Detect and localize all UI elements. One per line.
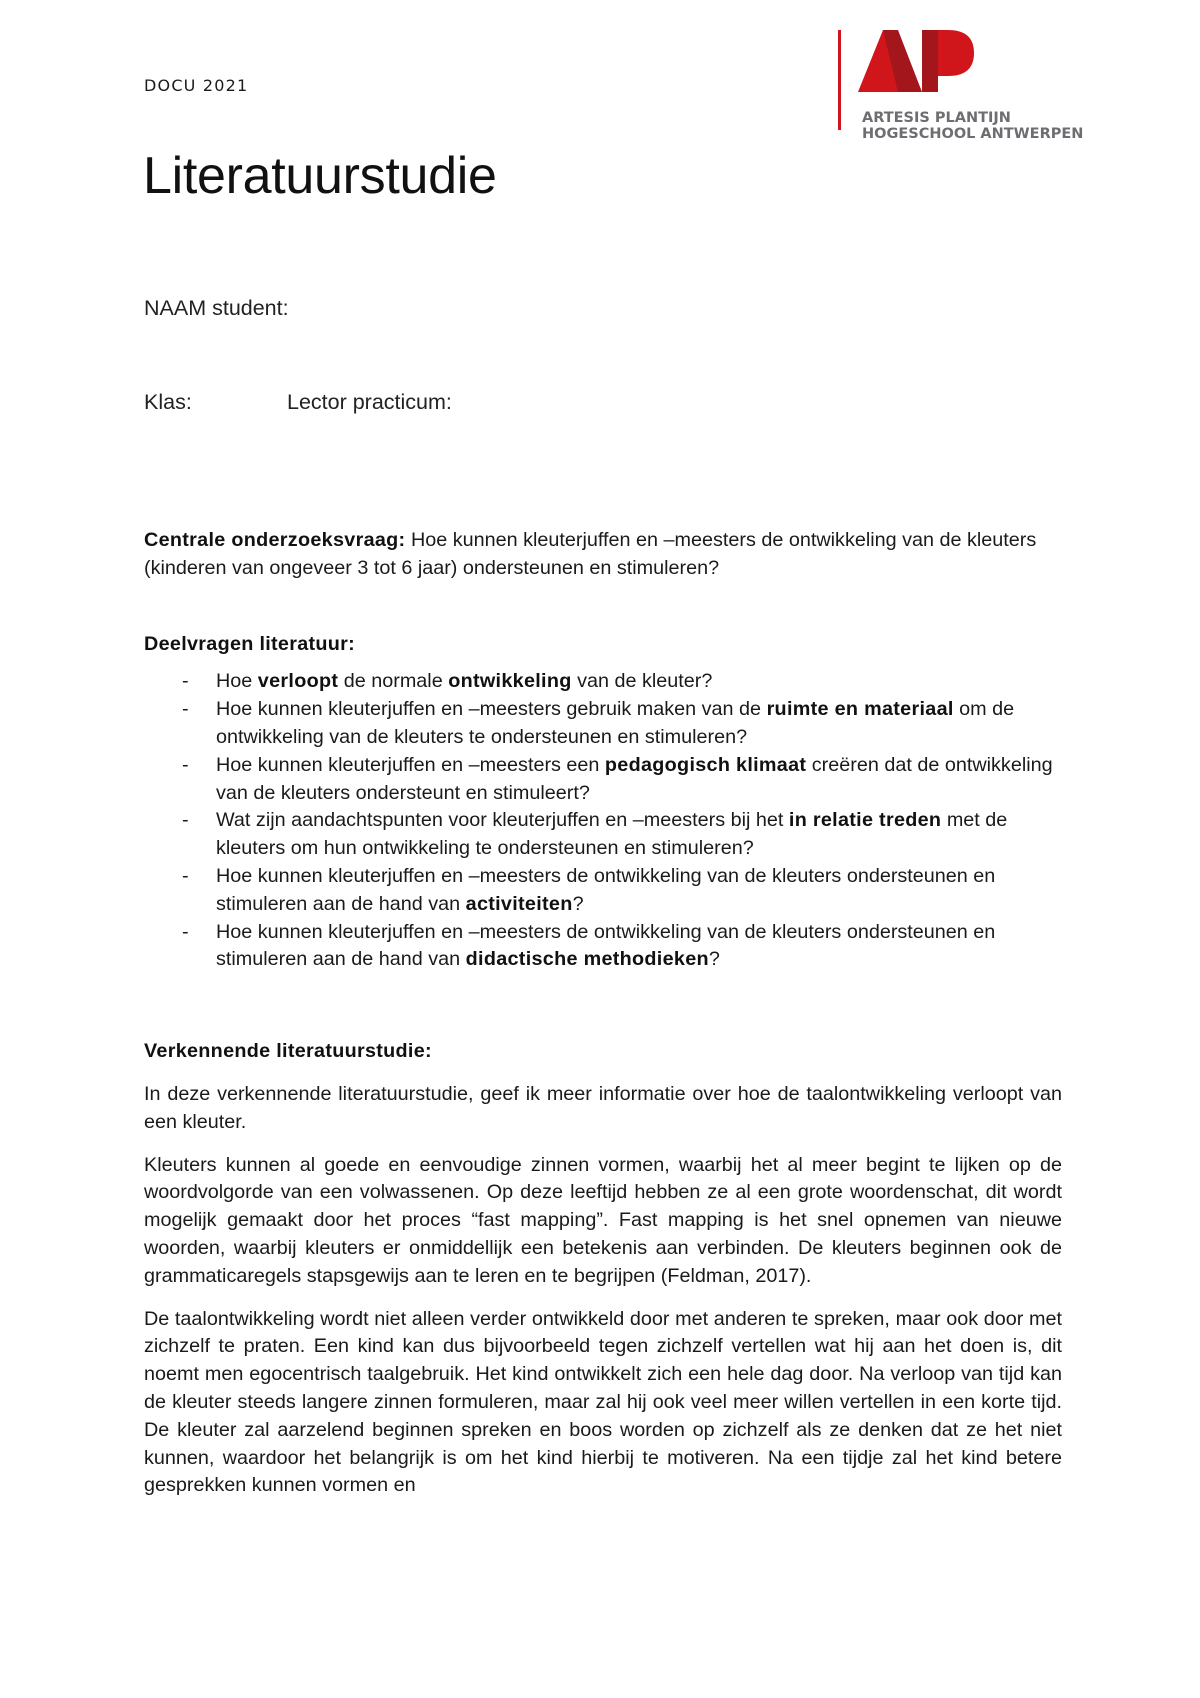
bullet-dash: - (182, 920, 189, 943)
logo-text (862, 110, 1083, 142)
logo-p-stem (922, 30, 938, 92)
field-lector-practicum: Lector practicum: (287, 390, 452, 414)
deelvragen-heading: Deelvragen literatuur: (144, 632, 356, 655)
paragraph: De taalontwikkeling wordt niet alleen verder ontwikkeld door met anderen te spreken, maar ook door met zichzelf te praten. Een kind kan dus bijvoorbeeld tegen zichzelf vertellen wat hij aan het doen is, dit noemt men egocentrisch taalgebruik. Het kind ontwikkelt zich een hele dag door. Na verloop van tijd kan de kleuter steeds langere zinnen formuleren, maar zal hij ook veel meer willen vertellen in een korte tijd. De kleuter zal aarzelend beginnen spreken en boos worden op zichzelf als ze denken dat ze het niet kunnen, waardoor het belangrijk is om het kind hierbij te motiveren. Na een tijdje zal het kind betere gesprekken kunnen vormen en (144, 1307, 1062, 1497)
central-question-label: Centrale onderzoeksvraag: (144, 529, 406, 551)
logo-line-2: HOGESCHOOL ANTWERPEN (862, 126, 1084, 142)
document-body (144, 527, 1062, 1515)
document-code: DOCU 2021 (144, 76, 249, 95)
list-item: - Hoe kunnen kleuterjuffen en –meesters de ontwikkeling van de kleuters ondersteunen en stimuleren aan de hand van didactische methodieken? (182, 920, 996, 971)
logo-divider-line (838, 30, 841, 130)
verkennende-heading: Verkennende literatuurstudie: (144, 1040, 432, 1063)
field-naam-student: NAAM student: (144, 296, 289, 320)
bullet-dash: - (182, 864, 189, 887)
central-question-text: Hoe kunnen kleuterjuffen en –meesters de ontwikkeling van de kleuters (kinderen van ongeveer 3 tot 6 jaar) ondersteunen en stimuleren? (144, 529, 1037, 579)
bullet-dash: - (182, 809, 189, 832)
bullet-dash: - (182, 670, 189, 693)
bullet-dash: - (182, 753, 189, 776)
list-item: - Hoe verloopt de normale ontwikkeling van de kleuter? (144, 668, 1062, 696)
list-item: - Wat zijn aandachtspunten voor kleuterjuffen en –meesters bij het in relatie treden met de kleuters om hun ontwikkeling te ondersteunen en stimuleren? (182, 809, 1008, 860)
page-title: Literatuurstudie (143, 147, 497, 205)
logo-line-1: ARTESIS PLANTIJN (862, 110, 1011, 126)
list-item: - Hoe kunnen kleuterjuffen en –meesters een pedagogisch klimaat creëren dat de ontwikkeling van de kleuters ondersteunt en stimuleert? (182, 753, 1053, 804)
bullet-dash: - (182, 698, 189, 721)
central-question (144, 527, 1062, 583)
deelvragen-list (144, 668, 1062, 974)
paragraph: Kleuters kunnen al goede en eenvoudige zinnen vormen, waarbij het al meer begint te lijken op de woordvolgorde van een volwassenen. Op deze leeftijd hebben ze al een grote woordenschat, dit wordt mogelijk gemaakt door het proces “fast mapping”. Fast mapping is het snel opnemen van nieuwe woorden, waarbij kleuters er onmiddellijk een betekenis aan verbinden. De kleuters beginnen ook de grammaticaregels stapsgewijs aan te leren en te begrijpen (Feldman, 2017). (144, 1153, 1062, 1287)
field-klas: Klas: (144, 390, 192, 414)
list-item: - Hoe kunnen kleuterjuffen en –meesters de ontwikkeling van de kleuters ondersteunen en stimuleren aan de hand van activiteiten? (182, 864, 996, 915)
paragraph: In deze verkennende literatuurstudie, geef ik meer informatie over hoe de taalontwikkeling verloopt van een kleuter. (144, 1082, 1062, 1133)
list-item: - Hoe kunnen kleuterjuffen en –meesters gebruik maken van de ruimte en materiaal om de ontwikkeling van de kleuters te ondersteunen en stimuleren? (182, 698, 1015, 748)
